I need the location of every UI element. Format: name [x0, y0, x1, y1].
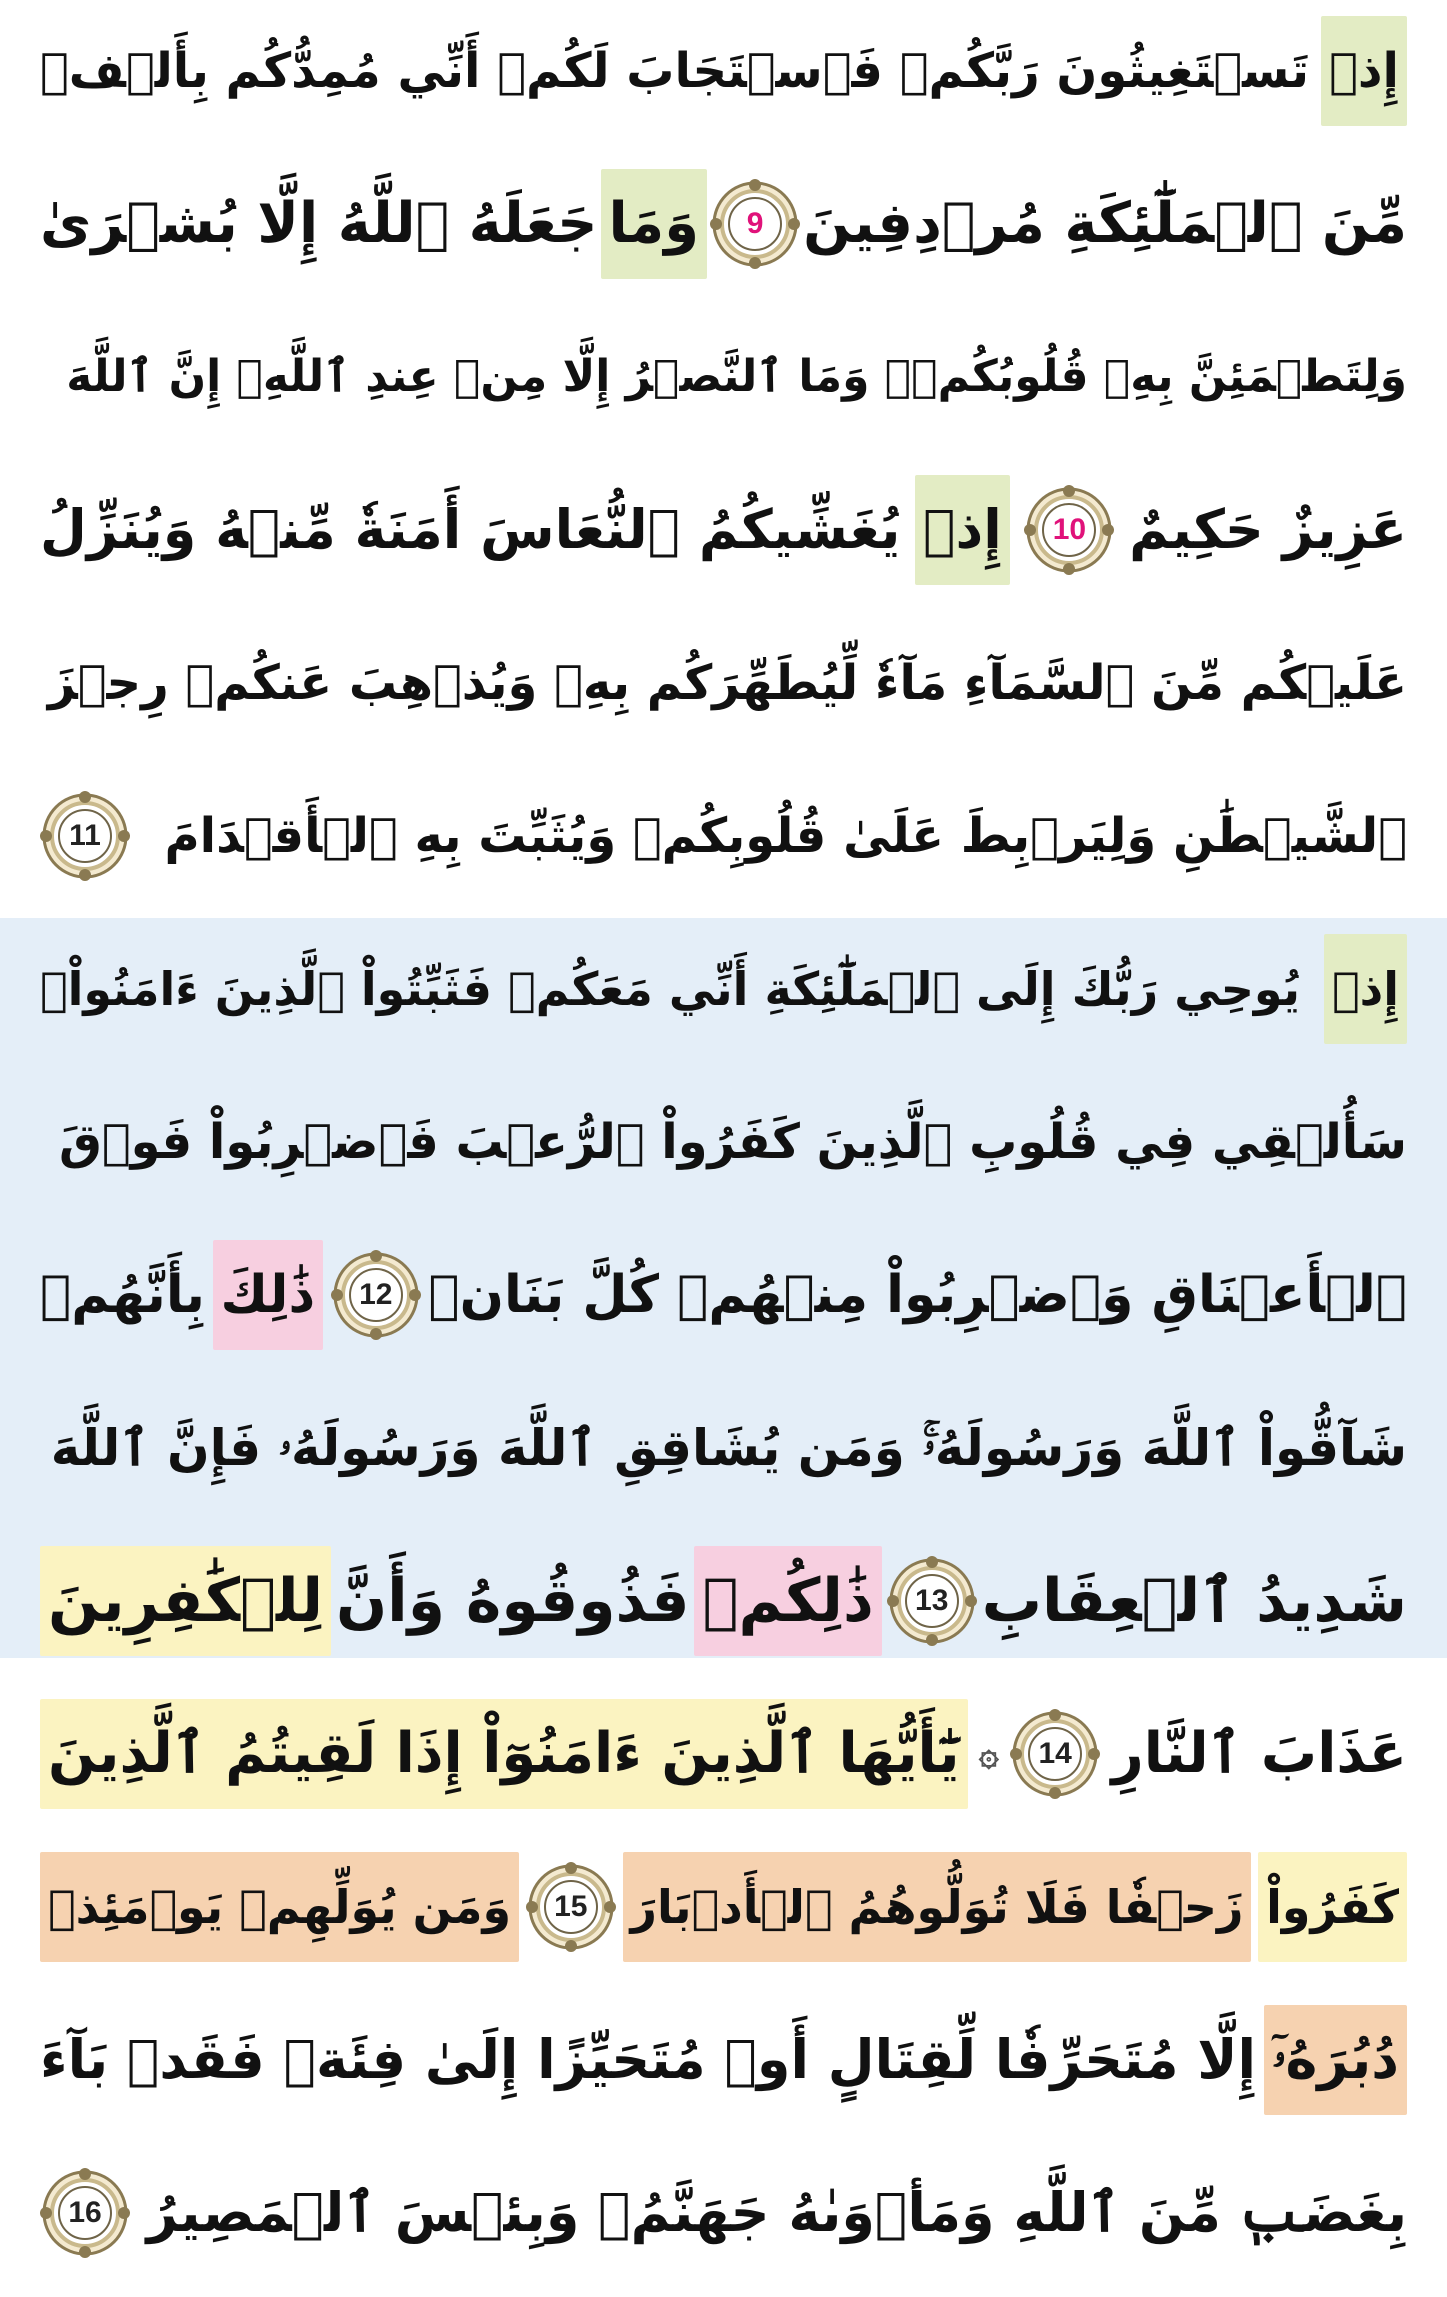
- verse-text: فَذُوقُوهُ وَأَنَّ: [335, 1566, 690, 1636]
- verse-text: ٱلشَّيۡطَٰنِ وَلِيَرۡبِطَ عَلَىٰ قُلُوبِكُمۡ وَيُثَبِّتَ بِهِ ٱلۡأَقۡدَامَ: [164, 808, 1407, 864]
- verse-text: شَآقُّواْ ٱللَّهَ وَرَسُولَهُۥۚ وَمَن يُشَاقِقِ ٱللَّهَ وَرَسُولَهُۥ فَإِنَّ ٱللَّهَ: [50, 1419, 1407, 1477]
- verse-text: تَسۡتَغِيثُونَ رَبَّكُمۡ فَٱسۡتَجَابَ لَكُمۡ أَنِّي مُمِدُّكُم بِأَلۡفٖ: [40, 43, 1310, 99]
- verse-text: جَعَلَهُ ٱللَّهُ إِلَّا بُشۡرَىٰ: [40, 191, 598, 256]
- text-line: [40, 1699, 1407, 1809]
- verse-text: إِلَّا مُتَحَرِّفٗا لِّقِتَالٍ أَوۡ مُتَحَيِّزًا إِلَىٰ فِئَةٖ فَقَدۡ بَآءَ: [40, 2028, 1257, 2091]
- text-line: [40, 322, 1407, 432]
- highlighted-word: دُبُرَهُۥٓ: [1264, 2005, 1407, 2115]
- highlighted-word: ذَٰلِكَ: [213, 1240, 324, 1350]
- text-line: [40, 1393, 1407, 1503]
- verse-number: 15: [554, 1890, 588, 1923]
- highlighted-word: وَمَا: [601, 169, 708, 279]
- verse-text: ٱلۡأَعۡنَاقِ وَٱضۡرِبُواْ مِنۡهُمۡ كُلَّ بَنَانٖ: [428, 1265, 1407, 1325]
- verse-number: 9: [746, 207, 764, 240]
- verse-text: عَلَيۡكُم مِّنَ ٱلسَّمَآءِ مَآءٗ لِّيُطَهِّرَكُم بِهِۦ وَيُذۡهِبَ عَنكُمۡ رِجۡزَ: [47, 655, 1407, 711]
- verse-number: 12: [359, 1278, 393, 1311]
- highlighted-word: لِلۡكَٰفِرِينَ: [40, 1546, 331, 1656]
- verse-text: بِأَنَّهُمۡ: [40, 1265, 205, 1325]
- verse-number: 11: [69, 819, 101, 852]
- verse-number: 14: [1038, 1737, 1072, 1770]
- highlighted-word: يَٰٓأَيُّهَا ٱلَّذِينَ ءَامَنُوٓاْ إِذَا لَقِيتُمُ ٱلَّذِينَ: [40, 1699, 968, 1809]
- text-line: [40, 475, 1407, 585]
- verse-text: وَلِتَطۡمَئِنَّ بِهِۦ قُلُوبُكُمۡۚ وَمَا ٱلنَّصۡرُ إِلَّا مِنۡ عِندِ ٱللَّهِۚ إِنَّ ٱللَّهَ: [66, 351, 1407, 402]
- text-line: [40, 934, 1407, 1044]
- text-line: [40, 2158, 1407, 2268]
- verse-text: يُوحِي رَبُّكَ إِلَى ٱلۡمَلَٰٓئِكَةِ أَنِّي مَعَكُمۡ فَثَبِّتُواْ ٱلَّذِينَ ءَامَنُواْۚ: [40, 962, 1300, 1016]
- text-line: [40, 1240, 1407, 1350]
- verse-text: مِّنَ ٱلۡمَلَٰٓئِكَةِ مُرۡدِفِينَ: [803, 191, 1407, 256]
- highlighted-word: ذَٰلِكُمۡ: [694, 1546, 881, 1656]
- verse-text: عَذَابَ ٱلنَّارِ: [1111, 1721, 1407, 1786]
- verse-number-marker: [1024, 485, 1114, 575]
- highlighted-word: زَحۡفٗا فَلَا تُوَلُّوهُمُ ٱلۡأَدۡبَارَ: [623, 1852, 1252, 1962]
- text-line: [40, 16, 1407, 126]
- verse-text: يُغَشِّيكُمُ ٱلنُّعَاسَ أَمَنَةٗ مِّنۡهُ وَيُنَزِّلُ: [40, 498, 901, 561]
- hizb-star-icon: ۞: [978, 1734, 999, 1774]
- text-line: [40, 2005, 1407, 2115]
- verse-number-marker: [40, 2168, 130, 2258]
- highlighted-word: إِذۡ: [915, 475, 1010, 585]
- highlighted-word: كَفَرُواْ: [1258, 1852, 1407, 1962]
- verse-number-marker: [526, 1862, 616, 1952]
- highlighted-word: إِذۡ: [1321, 16, 1407, 126]
- verse-text: شَدِيدُ ٱلۡعِقَابِ: [981, 1566, 1407, 1636]
- verse-text: عَزِيزٌ حَكِيمٌ: [1129, 498, 1407, 561]
- highlighted-word: إِذۡ: [1324, 934, 1407, 1044]
- verse-number-marker: [331, 1250, 421, 1340]
- highlighted-word: وَمَن يُوَلِّهِمۡ يَوۡمَئِذٖ: [40, 1852, 519, 1962]
- verse-number-marker: [40, 791, 130, 881]
- text-line: [40, 169, 1407, 279]
- verse-number: 16: [68, 2196, 102, 2229]
- verse-number-marker: [887, 1556, 977, 1646]
- text-line: [40, 628, 1407, 738]
- verse-number: 13: [915, 1584, 949, 1617]
- verse-number-marker: [1010, 1709, 1100, 1799]
- text-line: [40, 1546, 1407, 1656]
- verse-number: 10: [1052, 513, 1087, 546]
- verse-number-marker: [710, 179, 800, 269]
- text-line: [40, 781, 1407, 891]
- text-line: [40, 1852, 1407, 1962]
- verse-text: سَأُلۡقِي فِي قُلُوبِ ٱلَّذِينَ كَفَرُواْ ٱلرُّعۡبَ فَٱضۡرِبُواْ فَوۡقَ: [58, 1114, 1407, 1170]
- text-line: [40, 1087, 1407, 1197]
- verse-text: بِغَضَبٖ مِّنَ ٱللَّهِ وَمَأۡوَىٰهُ جَهَنَّمُۖ وَبِئۡسَ ٱلۡمَصِيرُ: [146, 2181, 1407, 2244]
